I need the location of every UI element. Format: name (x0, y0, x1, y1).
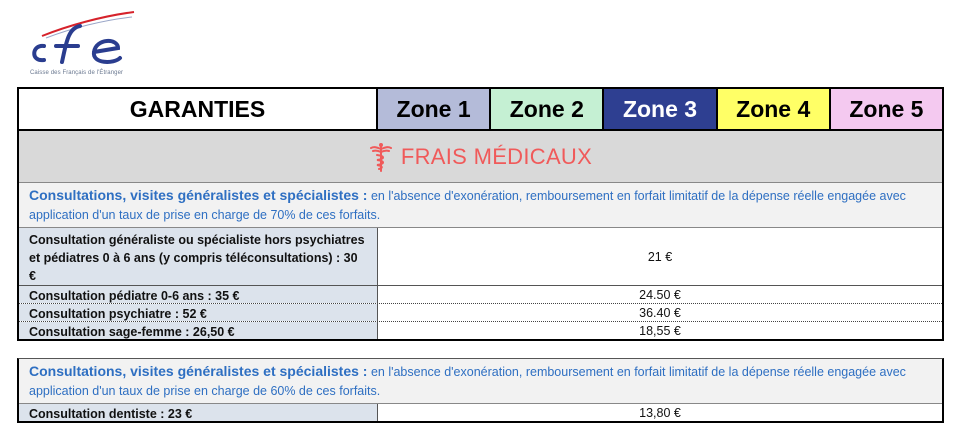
block1-description (19, 183, 942, 228)
row-value: 21 € (647, 249, 673, 264)
table-header (19, 89, 942, 131)
table-row (19, 322, 942, 341)
section-band (19, 131, 942, 183)
row-label: Consultation dentiste : 23 € (19, 404, 378, 421)
row-value: 24.50 € (639, 287, 681, 302)
block1-desc-bold: Consultations, visites généralistes et spécialistes : (29, 187, 368, 203)
row-label: Consultation généraliste ou spécialiste hors psychiatres et pédiatres 0 à 6 ans (y compris téléconsultations) : 30 € (19, 228, 378, 285)
zone-4-header: Zone 4 (718, 89, 831, 129)
logo-caption: Caisse des Français de l'Étranger (30, 70, 124, 76)
table-row (19, 286, 942, 304)
row-value: 18,55 € (639, 323, 681, 338)
row-label: Consultation sage-femme : 26,50 € (19, 322, 378, 339)
table-row (19, 404, 942, 423)
block2-desc-text: en l'absence d'exonération, remboursement en forfait limitatif de la dépense réelle engagée avec application d'un taux de prise en charge de 60% de ces forfaits. (29, 365, 906, 398)
table-row (19, 228, 942, 286)
guarantees-table (17, 87, 944, 341)
cfe-logo-mark (22, 8, 142, 70)
zone-5-header: Zone 5 (831, 89, 942, 129)
row-label: Consultation pédiatre 0-6 ans : 35 € (19, 286, 378, 303)
block1-desc-text: en l'absence d'exonération, remboursement en forfait limitatif de la dépense réelle engagée avec application d'un taux de prise en charge de 70% de ces forfaits. (29, 189, 906, 222)
block2-desc-bold: Consultations, visites généralistes et spécialistes : (29, 363, 368, 379)
garanties-header: GARANTIES (19, 89, 378, 129)
row-value: 13,80 € (639, 405, 681, 420)
table-row (19, 304, 942, 322)
caduceus-icon (369, 142, 393, 172)
row-value: 36.40 € (639, 305, 681, 320)
cfe-logo (22, 8, 152, 78)
zone-1-header: Zone 1 (378, 89, 491, 129)
dentist-table (17, 358, 944, 423)
zone-3-header: Zone 3 (604, 89, 717, 129)
block2-description (19, 359, 942, 404)
row-label: Consultation psychiatre : 52 € (19, 304, 378, 321)
zone-2-header: Zone 2 (491, 89, 604, 129)
section-title: FRAIS MÉDICAUX (400, 143, 593, 169)
